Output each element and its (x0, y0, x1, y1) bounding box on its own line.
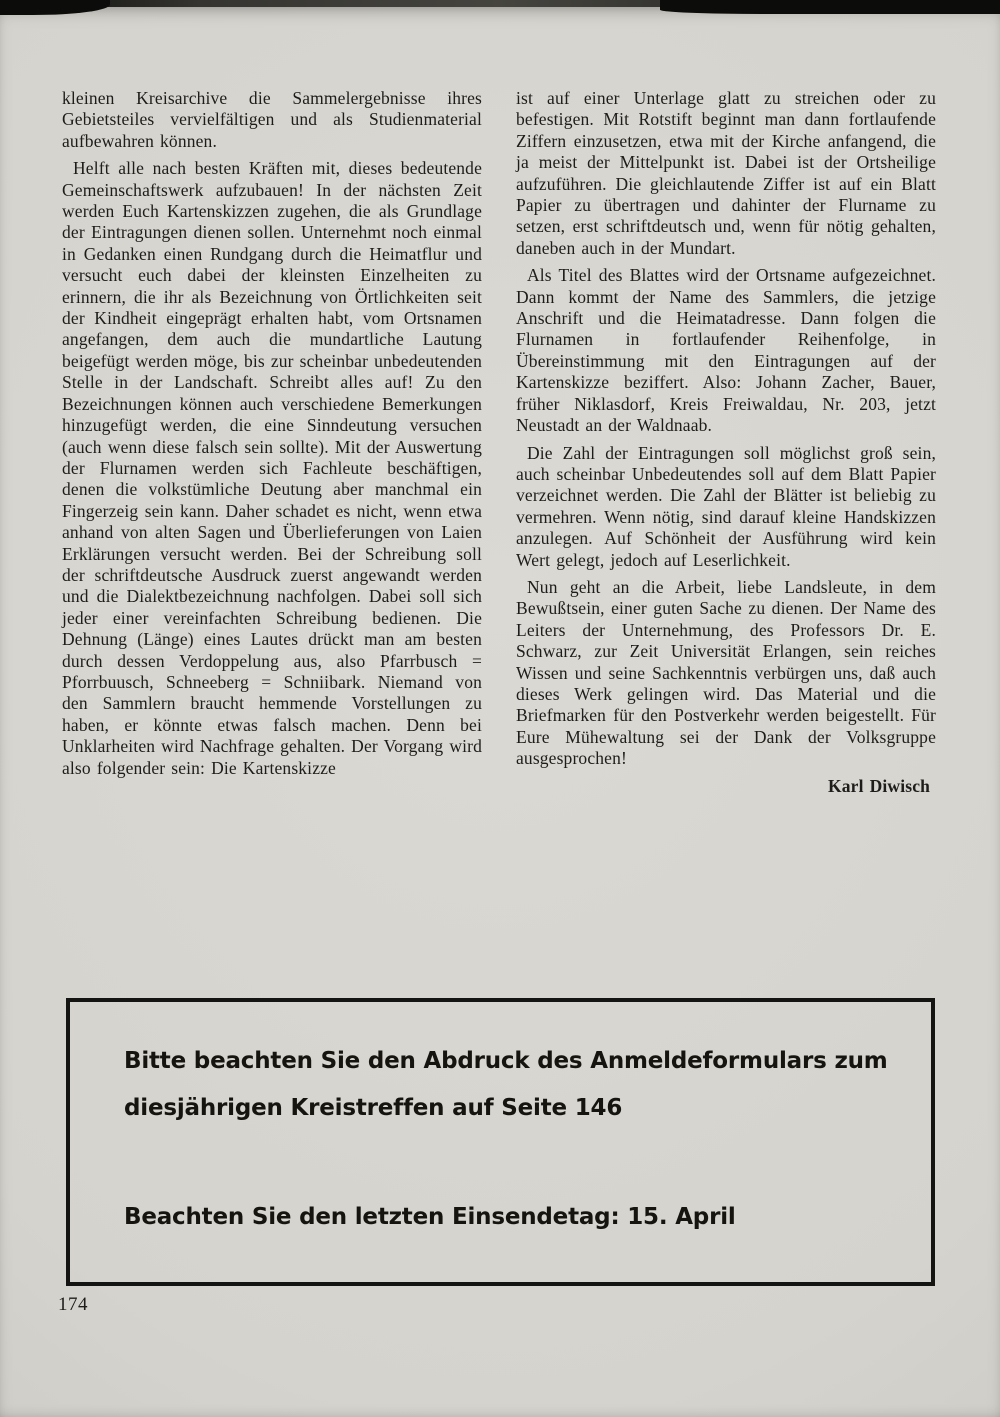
notice-deadline: Beachten Sie den letzten Einsendetag: 15. April (124, 1204, 736, 1230)
right-column (516, 88, 936, 797)
notice-announcement-line-2: diesjährigen Kreistreffen auf Seite 146 (124, 1095, 623, 1121)
paragraph-continuation: ist auf einer Unterlage glatt zu streichen oder zu befestigen. Mit Rotstift beginnt man dann fortlaufende Ziffern einzusetzen, etwa mit der Kirche anfangend, die ja meist der Mittelpunkt ist. Dabei ist der Ortsheilige aufzuführen. Die gleichlautende Ziffer ist auf ein Blatt Papier zu übertragen und dahinter der Flurname zu setzen, erst schriftdeutsch und, wenn für nötig gehalten, daneben auch in der Mundart. (516, 88, 936, 258)
notice-announcement-line-1: Bitte beachten Sie den Abdruck des Anmeldeformulars zum (124, 1048, 888, 1074)
paragraph: Die Zahl der Eintragungen soll möglichst groß sein, auch scheinbar Unbedeutendes soll auf dem Blatt Papier verzeichnet werden. Die Zahl der Blätter ist beliebig zu vermehren. Wenn nötig, sind darauf kleine Handskizzen anzulegen. Auf Schönheit der Ausführung wird kein Wert gelegt, jedoch auf Leserlichkeit. (516, 442, 936, 570)
paragraph-continuation: kleinen Kreisarchive die Sammelergebnisse ihres Gebietsteiles vervielfältigen und als Studienmaterial aufbewahren können. (62, 88, 482, 151)
scan-edge-corner-right (660, 0, 1000, 14)
text-columns (62, 88, 936, 797)
left-column (62, 88, 482, 797)
notice-box (66, 998, 935, 1286)
page-number: 174 (58, 1294, 88, 1315)
paragraph: Helft alle nach besten Kräften mit, dieses bedeutende Gemeinschaftswerk aufzubauen! In der nächsten Zeit werden Euch Kartenskizzen zugehen, die als Grundlage der Eintragungen dienen sollen. Unternehmt noch einmal in Gedanken einen Rundgang durch die Heimatflur und versucht euch dabei der kleinsten Einzelheiten zu erinnern, die ihr als Bezeichnung von Örtlichkeiten seit der Kindheit eingeprägt erhalten habt, vom Ortsnamen angefangen, dem auch die mundartliche Lautung beigefügt werden möge, bis zur scheinbar unbedeutenden Stelle in der Landschaft. Schreibt alles auf! Zu den Bezeichnungen können auch verschiedene Bemerkungen hinzugefügt werden, die eine Sinndeutung versuchen (auch wenn diese falsch sein sollte). Mit der Auswertung der Flurnamen werden sich Fachleute beschäftigen, denen die volkstümliche Deutung aber manchmal ein Fingerzeig sein kann. Daher schadet es nicht, wenn etwa anhand von alten Sagen und Überlieferungen von Laien Erklärungen versucht werden. Bei der Schreibung soll der schriftdeutsche Ausdruck zuerst angewandt werden und die Dialektbezeichnung nachfolgen. Dabei soll sich jeder einer vereinfachten Schreibung bedienen. Die Dehnung (Länge) eines Lautes drückt man am besten durch dessen Verdoppelung aus, also Pfarrbusch = Pforrbuusch, Schneeberg = Schniibark. Niemand von den Sammlern braucht hemmende Vorstellungen zu haben, er könnte etwas falsch machen. Denn bei Unklarheiten wird Nachfrage gehalten. Der Vorgang wird also folgender sein: Die Kartenskizze (62, 158, 482, 778)
paragraph: Als Titel des Blattes wird der Ortsname aufgezeichnet. Dann kommt der Name des Sammlers, die jetzige Anschrift und die Heimatadresse. Dann folgen die Flurnamen in fortlaufender Reihenfolge, in Übereinstimmung mit den Eintragungen auf der Kartenskizze beziffert. Also: Johann Zacher, Bauer, früher Niklasdorf, Kreis Freiwaldau, Nr. 203, jetzt Neustadt an der Waldnaab. (516, 265, 936, 436)
paragraph: Nun geht an die Arbeit, liebe Landsleute, in dem Bewußtsein, einer guten Sache zu dienen. Der Name des Leiters der Unternehmung, des Professors Dr. E. Schwarz, zur Zeit Universität Erlangen, sein reiches Wissen und seine Sachkenntnis verbürgen uns, daß auch dieses Werk gelingen wird. Das Material und die Briefmarken für den Postverkehr werden beigestellt. Für Eure Mühewaltung sei der Dank der Volksgruppe ausgesprochen! (516, 576, 936, 769)
notice-announcement (124, 1038, 903, 1132)
author-signature: Karl Diwisch (828, 775, 930, 796)
scan-edge-corner-left (0, 0, 110, 15)
